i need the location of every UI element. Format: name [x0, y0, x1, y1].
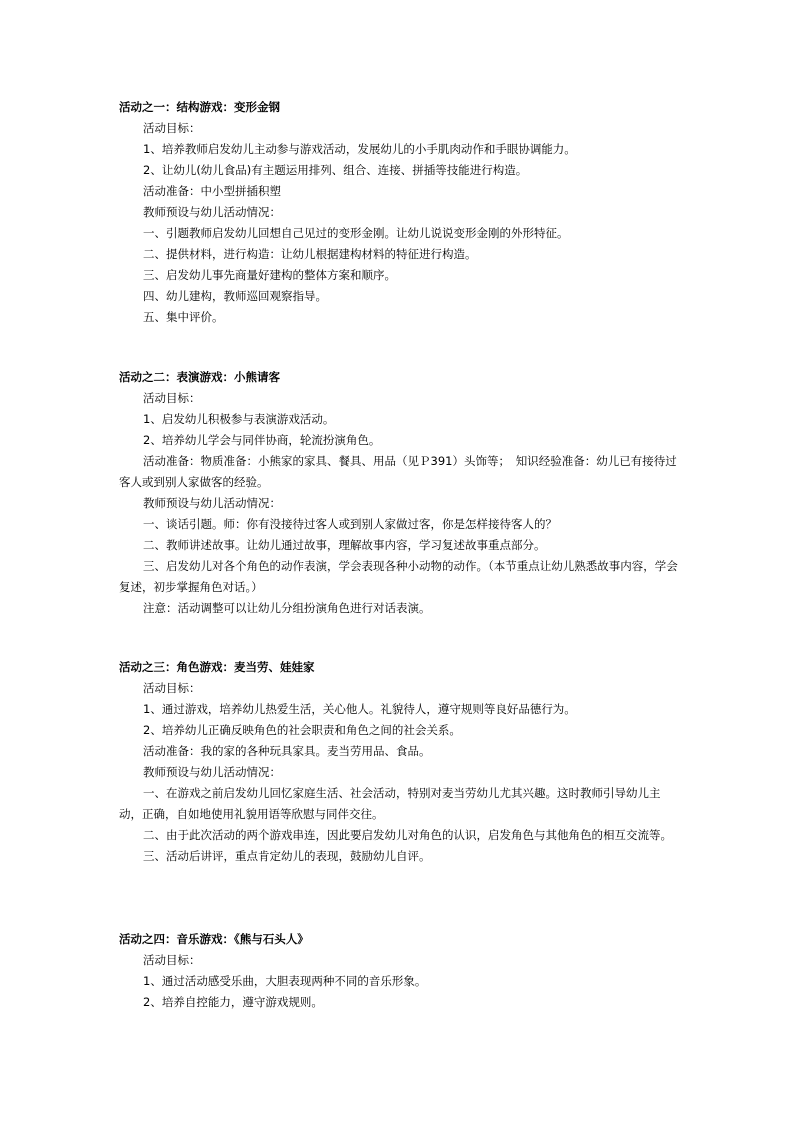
text-line: 2、培养幼儿正确反映角色的社会职责和角色之间的社会关系。 [143, 723, 461, 737]
text-line: 活动目标： [143, 391, 201, 405]
section-title: 活动之一：结构游戏：变形金钢 [119, 100, 280, 114]
text-line: 三、启发幼儿事先商量好建构的整体方案和顺序。 [143, 268, 396, 282]
text-paragraph: 一、在游戏之前启发幼儿回忆家庭生活、社会活动，特别对麦当劳幼儿尤其兴趣。这时教师引导幼儿主动，正确，自如地使用礼貌用语等欣慰与同伴交往。 [119, 786, 661, 821]
text-line: 三、活动后讲评，重点肯定幼儿的表现，鼓励幼儿自评。 [143, 849, 431, 863]
activity-section-2 [119, 367, 679, 619]
text-paragraph: 二、由于此次活动的两个游戏串连，因此要启发幼儿对角色的认识，启发角色与其他角色的相互交流等。 [143, 828, 672, 842]
section-title: 活动之二：表演游戏：小熊请客 [119, 370, 280, 384]
text-line: 一、谈话引题。师：你有没接待过客人或到别人家做过客，你是怎样接待客人的？ [143, 517, 557, 531]
activity-section-1 [119, 97, 679, 328]
text-line: 二、教师讲述故事。让幼儿通过故事，理解故事内容，学习复述故事重点部分。 [143, 538, 546, 552]
text-line: 教师预设与幼儿活动情况： [143, 496, 281, 510]
text-line: 活动准备：我的家的各种玩具家具。麦当劳用品、食品。 [143, 744, 431, 758]
text-line: 活动准备：中小型拼插积塑 [143, 184, 281, 198]
text-line: 一、引题教师启发幼儿回想自己见过的变形金刚。让幼儿说说变形金刚的外形特征。 [143, 226, 569, 240]
section-title: 活动之三：角色游戏：麦当劳、娃娃家 [119, 660, 315, 674]
text-line: 1、启发幼儿积极参与表演游戏活动。 [143, 412, 335, 426]
text-line: 1、通过游戏，培养幼儿热爱生活，关心他人。礼貌待人，遵守规则等良好品德行为。 [143, 702, 576, 716]
text-line: 注意：活动调整可以让幼儿分组扮演角色进行对话表演。 [143, 601, 431, 615]
text-paragraph: 三、启发幼儿对各个角色的动作表演，学会表现各种小动物的动作。（本节重点让幼儿熟悉故事内容，学会复述，初步掌握角色对话。） [119, 559, 678, 594]
text-line: 活动目标： [143, 681, 201, 695]
text-line: 活动目标： [143, 121, 201, 135]
text-line: 2、让幼儿(幼儿食品)有主题运用排列、组合、连接、拼插等技能进行构造。 [143, 163, 528, 177]
text-line: 2、培养自控能力，遵守游戏规则。 [143, 995, 323, 1009]
text-line: 四、幼儿建构，教师巡回观察指导。 [143, 289, 327, 303]
text-line: 五、集中评价。 [143, 310, 224, 324]
text-line: 1、培养教师启发幼儿主动参与游戏活动，发展幼儿的小手肌肉动作和手眼协调能力。 [143, 142, 576, 156]
text-line: 二、提供材料，进行构造：让幼儿根据建构材料的特征进行构造。 [143, 247, 477, 261]
text-line: 活动目标： [143, 953, 201, 967]
activity-section-3 [119, 657, 679, 867]
section-title: 活动之四：音乐游戏：《熊与石头人》 [119, 932, 309, 946]
text-line: 2、培养幼儿学会与同伴协商，轮流扮演角色。 [143, 433, 381, 447]
activity-section-4 [119, 929, 679, 1013]
text-paragraph: 活动准备：物质准备：小熊家的家具、餐具、用品（见Ｐ391）头饰等； 知识经验准备：幼儿已有接待过客人或到别人家做客的经验。 [119, 454, 677, 489]
text-line: 1、通过活动感受乐曲，大胆表现两种不同的音乐形象。 [143, 974, 427, 988]
text-line: 教师预设与幼儿活动情况： [143, 205, 281, 219]
text-line: 教师预设与幼儿活动情况： [143, 765, 281, 779]
